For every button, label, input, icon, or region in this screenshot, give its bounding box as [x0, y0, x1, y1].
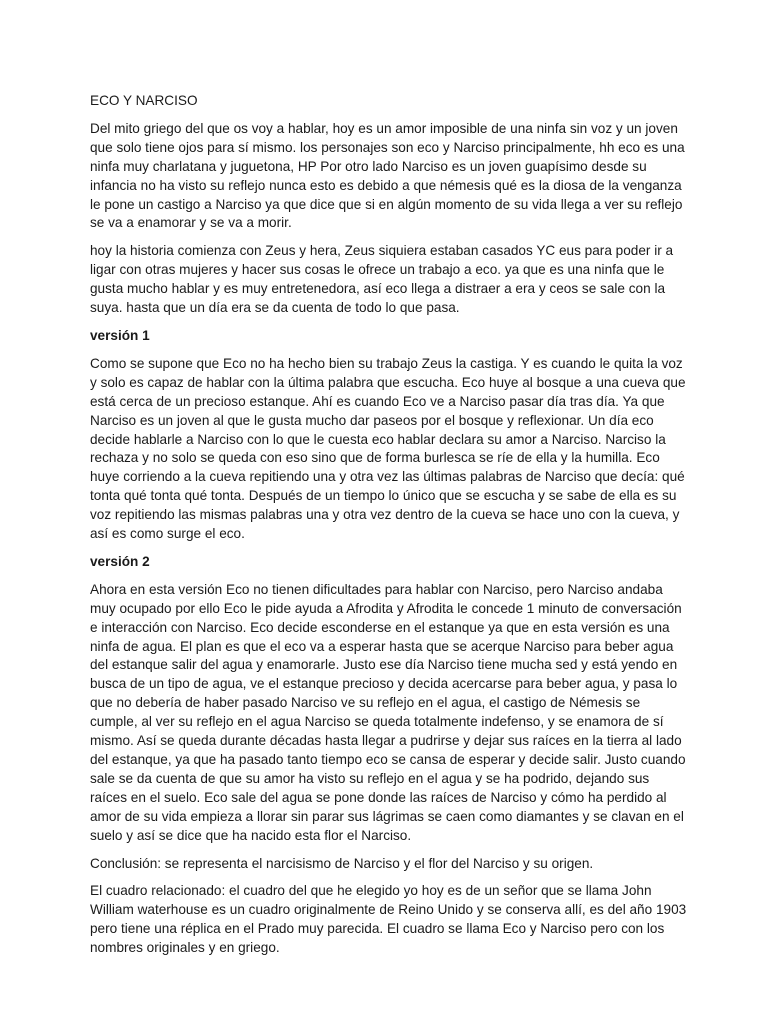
- version-2-paragraph: Ahora en esta versión Eco no tienen dificultades para hablar con Narciso, pero Narciso andaba muy ocupado por ello Eco le pide ayuda a Afrodita y Afrodita le concede 1 minuto de conversación e interacción con Narciso. Eco decide esconderse en el estanque ya que en esta versión es una ninfa de agua. El plan es que el eco va a esperar hasta que se acerque Narciso para beber agua del estanque salir del agua y enamorarle. Justo ese día Narciso tiene mucha sed y está yendo en busca de un tipo de agua, ve el estanque precioso y decida acercarse para beber agua, y pasa lo que no debería de haber pasado Narciso ve su reflejo en el agua, el castigo de Némesis se cumple, al ver su reflejo en el agua Narciso se queda totalmente indefenso, y se enamora de sí mismo. Así se queda durante décadas hasta llegar a pudrirse y dejar sus raíces en la tierra al lado del estanque, ya que ha pasado tanto tiempo eco se cansa de esperar y decide salir. Justo cuando sale se da cuenta de que su amor ha visto su reflejo en el agua y se ha podrido, dejando sus raíces en el suelo. Eco sale del agua se pone donde las raíces de Narciso y cómo ha perdido al amor de su vida empieza a llorar sin parar sus lágrimas se caen como diamantes y se clavan en el suelo y así se dice que ha nacido esta flor el Narciso.: [90, 581, 686, 843]
- version-2-heading: versión 2: [90, 553, 150, 569]
- intro-paragraph-2: hoy la historia comienza con Zeus y hera, Zeus siquiera estaban casados YC eus para poder ir a ligar con otras mujeres y hacer sus cosas le ofrece un trabajo a eco. ya que es una ninfa que le gusta mucho hablar y es muy entretenedora, así eco llega a distraer a era y ceos se sale con la suya. hasta que un día era se da cuenta de todo lo que pasa.: [90, 243, 674, 316]
- document-title: ECO Y NARCISO: [90, 93, 198, 108]
- intro-paragraph-1: Del mito griego del que os voy a hablar, hoy es un amor imposible de una ninfa sin voz y un joven que solo tiene ojos para sí mismo. los personajes son eco y Narciso principalmente, hh eco es una ninfa muy charlatana y juguetona, HP Por otro lado Narciso es un joven guapísimo desde su infancia no ha visto su reflejo nunca esto es debido a que némesis qué es la diosa de la venganza le pone un castigo a Narciso ya que dice que si en algún momento de su vida llega a ver su reflejo se va a enamorar y se va a morir.: [90, 120, 685, 231]
- version-1-paragraph: Como se supone que Eco no ha hecho bien su trabajo Zeus la castiga. Y es cuando le quita la voz y solo es capaz de hablar con la última palabra que escucha. Eco huye al bosque a una cueva que está cerca de un precioso estanque. Ahí es cuando Eco ve a Narciso pasar día tras día. Ya que Narciso es un joven al que le gusta mucho dar paseos por el bosque y reflexionar. Un día eco decide hablarle a Narciso con lo que le cuesta eco hablar declara su amor a Narciso. Narciso la rechaza y no solo se queda con eso sino que de forma burlesca se ríe de ella y la humilla. Eco huye corriendo a la cueva repitiendo una y otra vez las últimas palabras de Narciso que decía: qué tonta qué tonta qué tonta. Después de un tiempo lo único que se escucha y se sabe de ella es su voz repitiendo las mismas palabras una y otra vez dentro de la cueva se hace uno con la cueva, y así es como surge el eco.: [90, 355, 686, 542]
- version-1-heading: versión 1: [90, 327, 150, 343]
- conclusion-paragraph: Conclusión: se representa el narcisismo de Narciso y el flor del Narciso y su origen.: [90, 855, 594, 871]
- painting-paragraph: El cuadro relacionado: el cuadro del que he elegido yo hoy es de un señor que se llama John William waterhouse es un cuadro originalmente de Reino Unido y se conserva allí, es del año 1903 pero tiene una réplica en el Prado muy parecida. El cuadro se llama Eco y Narciso pero con los nombres originales y en griego.: [90, 883, 687, 956]
- document-page: [90, 92, 690, 967]
